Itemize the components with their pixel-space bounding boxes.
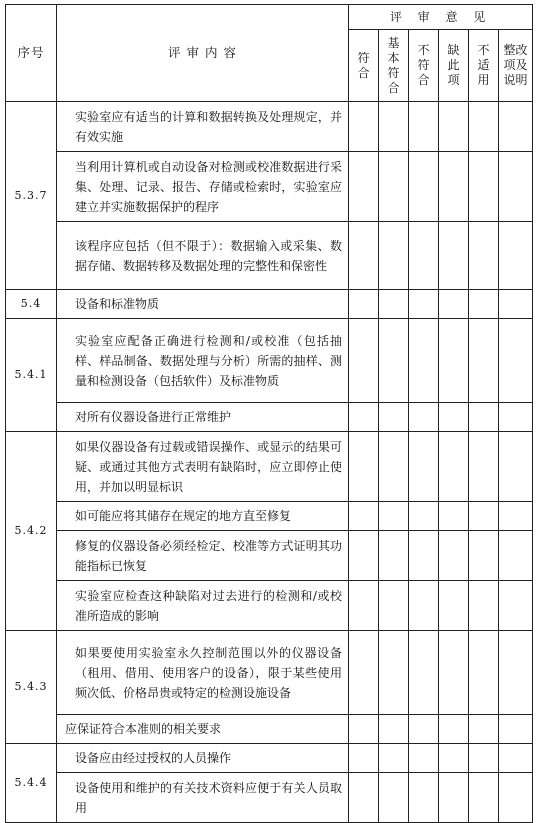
check-cell[interactable] [439, 290, 469, 319]
check-cell[interactable] [439, 715, 469, 744]
row-content: 设备应由经过授权的人员操作 [57, 744, 349, 773]
check-cell[interactable] [379, 744, 409, 773]
check-cell[interactable] [409, 631, 439, 715]
check-cell[interactable] [379, 773, 409, 823]
check-cell[interactable] [499, 773, 533, 823]
check-cell[interactable] [499, 715, 533, 744]
table-row [6, 715, 533, 744]
check-cell[interactable] [379, 403, 409, 432]
check-cell[interactable] [349, 581, 379, 631]
table-row [6, 744, 533, 773]
col-rectification: 整改项及说明 [499, 30, 533, 102]
check-cell[interactable] [499, 581, 533, 631]
col-not-conform: 不符合 [409, 30, 439, 102]
row-content: 应保证符合本准则的相关要求 [57, 715, 349, 744]
check-cell[interactable] [469, 744, 499, 773]
check-cell[interactable] [469, 222, 499, 290]
table-row [6, 152, 533, 222]
row-content: 对所有仪器设备进行正常维护 [57, 403, 349, 432]
check-cell[interactable] [409, 222, 439, 290]
check-cell[interactable] [379, 531, 409, 581]
col-basic-conform: 基本符合 [379, 30, 409, 102]
check-cell[interactable] [409, 290, 439, 319]
row-content: 如果仪器设备有过载或错误操作、或显示的结果可疑、或通过其他方式表明有缺陷时，应立即停止使用，并加以明显标识 [57, 432, 349, 502]
row-content: 该程序应包括（但不限于）：数据输入或采集、数据存储、数据转移及数据处理的完整性和保密性 [57, 222, 349, 290]
check-cell[interactable] [379, 581, 409, 631]
table-row [6, 403, 533, 432]
check-cell[interactable] [379, 432, 409, 502]
check-cell[interactable] [409, 715, 439, 744]
table-row [6, 222, 533, 290]
check-cell[interactable] [439, 531, 469, 581]
check-cell[interactable] [469, 531, 499, 581]
row-seq: 5.3.7 [6, 102, 57, 290]
check-cell[interactable] [379, 102, 409, 152]
check-cell[interactable] [349, 773, 379, 823]
check-cell[interactable] [349, 502, 379, 531]
check-cell[interactable] [349, 715, 379, 744]
check-cell[interactable] [499, 502, 533, 531]
check-cell[interactable] [439, 773, 469, 823]
check-cell[interactable] [499, 744, 533, 773]
check-cell[interactable] [379, 290, 409, 319]
check-cell[interactable] [349, 531, 379, 581]
check-cell[interactable] [439, 152, 469, 222]
check-cell[interactable] [469, 432, 499, 502]
check-cell[interactable] [499, 222, 533, 290]
check-cell[interactable] [469, 631, 499, 715]
check-cell[interactable] [409, 744, 439, 773]
check-cell[interactable] [439, 102, 469, 152]
check-cell[interactable] [499, 102, 533, 152]
table-row [6, 581, 533, 631]
table-row [6, 432, 533, 502]
check-cell[interactable] [349, 290, 379, 319]
col-not-applicable: 不适用 [469, 30, 499, 102]
row-content: 实验室应配备正确进行检测和/或校准（包括抽样、样品制备、数据处理与分析）所需的抽样、测量和检测设备（包括软件）及标准物质 [57, 319, 349, 403]
check-cell[interactable] [349, 631, 379, 715]
check-cell[interactable] [409, 531, 439, 581]
col-missing: 缺此项 [439, 30, 469, 102]
check-cell[interactable] [469, 102, 499, 152]
table-row [6, 502, 533, 531]
check-cell[interactable] [469, 319, 499, 403]
check-cell[interactable] [499, 403, 533, 432]
check-cell[interactable] [409, 319, 439, 403]
row-content: 实验室应有适当的计算和数据转换及处理规定，并有效实施 [57, 102, 349, 152]
check-cell[interactable] [379, 502, 409, 531]
check-cell[interactable] [469, 773, 499, 823]
check-cell[interactable] [439, 432, 469, 502]
header-opinion: 评 审 意 见 [349, 5, 533, 30]
check-cell[interactable] [409, 403, 439, 432]
check-cell[interactable] [469, 502, 499, 531]
check-cell[interactable] [379, 631, 409, 715]
check-cell[interactable] [349, 152, 379, 222]
check-cell[interactable] [349, 319, 379, 403]
check-cell[interactable] [499, 319, 533, 403]
check-cell[interactable] [379, 715, 409, 744]
check-cell[interactable] [439, 319, 469, 403]
row-seq: 5.4.2 [6, 432, 57, 631]
check-cell[interactable] [439, 222, 469, 290]
check-cell[interactable] [409, 152, 439, 222]
row-content: 设备和标准物质 [57, 290, 349, 319]
check-cell[interactable] [379, 319, 409, 403]
check-cell[interactable] [499, 531, 533, 581]
row-content: 实验室应检查这种缺陷对过去进行的检测和/或校准所造成的影响 [57, 581, 349, 631]
table-row [6, 319, 533, 403]
row-content: 如果要使用实验室永久控制范围以外的仪器设备（租用、借用、使用客户的设备），限于某些使用频次低、价格昂贵或特定的检测设施设备 [57, 631, 349, 715]
check-cell[interactable] [439, 581, 469, 631]
row-content: 修复的仪器设备必须经检定、校准等方式证明其功能指标已恢复 [57, 531, 349, 581]
row-seq: 5.4.3 [6, 631, 57, 744]
table-row [6, 773, 533, 823]
row-content: 当利用计算机或自动设备对检测或校准数据进行采集、处理、记录、报告、存储或检索时，实验室应建立并实施数据保护的程序 [57, 152, 349, 222]
check-cell[interactable] [469, 403, 499, 432]
row-seq: 5.4.1 [6, 319, 57, 432]
review-table [5, 4, 533, 823]
check-cell[interactable] [439, 403, 469, 432]
check-cell[interactable] [349, 744, 379, 773]
check-cell[interactable] [499, 432, 533, 502]
row-seq: 5.4 [6, 290, 57, 319]
check-cell[interactable] [499, 631, 533, 715]
col-conform: 符合 [349, 30, 379, 102]
check-cell[interactable] [469, 290, 499, 319]
check-cell[interactable] [469, 715, 499, 744]
check-cell[interactable] [379, 222, 409, 290]
header-content: 评 审 内 容 [57, 5, 349, 102]
check-cell[interactable] [349, 432, 379, 502]
check-cell[interactable] [439, 502, 469, 531]
check-cell[interactable] [409, 502, 439, 531]
table-row [6, 290, 533, 319]
check-cell[interactable] [409, 581, 439, 631]
row-seq: 5.4.4 [6, 744, 57, 823]
row-content: 设备使用和维护的有关技术资料应便于有关人员取用 [57, 773, 349, 823]
check-cell[interactable] [499, 152, 533, 222]
check-cell[interactable] [409, 432, 439, 502]
check-cell[interactable] [439, 744, 469, 773]
check-cell[interactable] [349, 222, 379, 290]
table-row [6, 102, 533, 152]
check-cell[interactable] [469, 152, 499, 222]
check-cell[interactable] [409, 102, 439, 152]
row-content: 如可能应将其储存在规定的地方直至修复 [57, 502, 349, 531]
check-cell[interactable] [439, 631, 469, 715]
table-row [6, 531, 533, 581]
check-cell[interactable] [409, 773, 439, 823]
check-cell[interactable] [499, 290, 533, 319]
check-cell[interactable] [469, 581, 499, 631]
header-seq: 序号 [6, 5, 57, 102]
table-row [6, 631, 533, 715]
check-cell[interactable] [349, 403, 379, 432]
check-cell[interactable] [349, 102, 379, 152]
check-cell[interactable] [379, 152, 409, 222]
